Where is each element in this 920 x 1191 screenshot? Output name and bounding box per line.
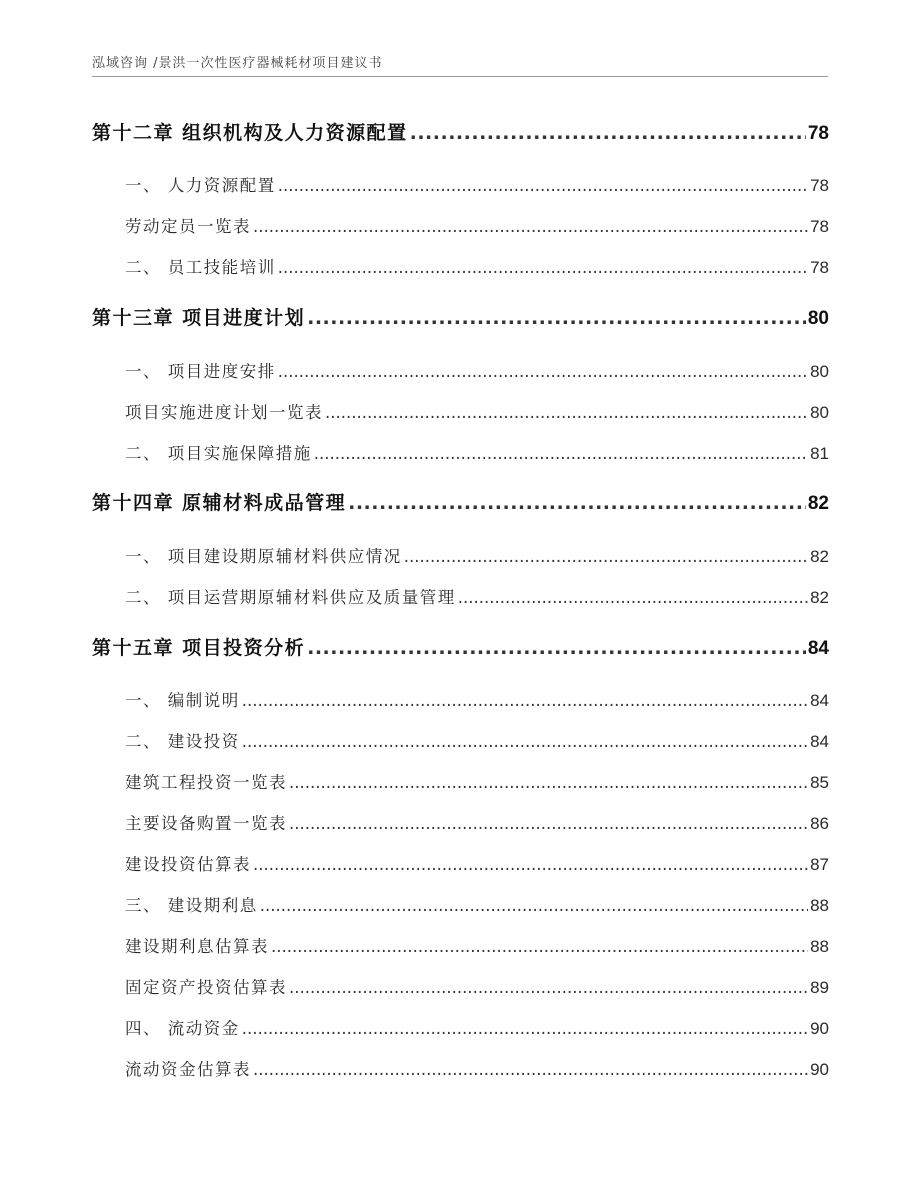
- toc-section[interactable]: [92, 1015, 829, 1039]
- toc-entry-title: 一、 编制说明: [125, 691, 240, 710]
- toc-entry-title: 项目实施进度计划一览表: [125, 403, 323, 422]
- toc-section[interactable]: [92, 172, 829, 196]
- toc-entry-title: 劳动定员一览表: [125, 217, 251, 236]
- toc-entry-title: 一、 人力资源配置: [125, 176, 276, 195]
- dot-leader: [260, 896, 808, 915]
- dot-leader: [307, 307, 806, 329]
- toc-entry-page: 90: [810, 1060, 829, 1079]
- toc-entry-title: 主要设备购置一览表: [125, 814, 287, 833]
- toc-section[interactable]: [92, 687, 829, 711]
- dot-leader: [314, 444, 808, 463]
- toc-entry-title: 建设期利息估算表: [125, 937, 269, 956]
- toc-entry-title: 二、 项目实施保障措施: [125, 444, 312, 463]
- toc-entry-title: 一、 项目进度安排: [125, 362, 276, 381]
- toc-entry-page: 80: [807, 308, 829, 329]
- toc-table-entry[interactable]: [92, 851, 829, 875]
- dot-leader: [253, 855, 808, 874]
- toc-entry-page: 78: [810, 217, 829, 236]
- toc-section[interactable]: [92, 892, 829, 916]
- dot-leader: [348, 492, 806, 514]
- toc-section[interactable]: [92, 543, 829, 567]
- running-header: 泓域咨询 /景洪一次性医疗器械耗材项目建议书: [92, 56, 383, 71]
- dot-leader: [278, 258, 808, 277]
- toc-entry-page: 78: [807, 123, 829, 144]
- toc-table-entry[interactable]: [92, 1056, 829, 1080]
- toc-table-entry[interactable]: [92, 213, 829, 237]
- dot-leader: [253, 1060, 808, 1079]
- toc-entry-page: 80: [810, 362, 829, 381]
- dot-leader: [242, 1019, 808, 1038]
- toc-section[interactable]: [92, 254, 829, 278]
- toc-entry-page: 80: [810, 403, 829, 422]
- dot-leader: [242, 732, 808, 751]
- toc-entry-page: 84: [810, 691, 829, 710]
- toc-entry-page: 81: [810, 444, 829, 463]
- dot-leader: [289, 773, 808, 792]
- toc-table-entry[interactable]: [92, 810, 829, 834]
- toc-entry-title: 四、 流动资金: [125, 1019, 240, 1038]
- toc-chapter-12[interactable]: [92, 118, 829, 145]
- toc-chapter-13[interactable]: [92, 303, 829, 330]
- toc-entry-page: 88: [810, 937, 829, 956]
- toc-entry-page: 82: [810, 588, 829, 607]
- toc-section[interactable]: [92, 358, 829, 382]
- header-divider: [92, 76, 828, 77]
- toc-entry-page: 84: [810, 732, 829, 751]
- toc-section[interactable]: [92, 728, 829, 752]
- toc-entry-page: 90: [810, 1019, 829, 1038]
- toc-entry-title: 建设投资估算表: [125, 855, 251, 874]
- toc-chapter-15[interactable]: [92, 633, 829, 660]
- toc-entry-title: 一、 项目建设期原辅材料供应情况: [125, 547, 402, 566]
- toc-entry-title: 流动资金估算表: [125, 1060, 251, 1079]
- toc-entry-title: 二、 项目运营期原辅材料供应及质量管理: [125, 588, 456, 607]
- toc-table-entry[interactable]: [92, 974, 829, 998]
- toc-entry-page: 78: [810, 258, 829, 277]
- toc-section[interactable]: [92, 440, 829, 464]
- toc-entry-title: 二、 员工技能培训: [125, 258, 276, 277]
- dot-leader: [289, 978, 808, 997]
- toc-entry-title: 第十二章 组织机构及人力资源配置: [92, 122, 408, 144]
- toc-entry-page: 88: [810, 896, 829, 915]
- toc-table-entry[interactable]: [92, 933, 829, 957]
- toc-entry-title: 第十四章 原辅材料成品管理: [92, 492, 347, 514]
- toc-entry-title: 第十五章 项目投资分析: [92, 637, 306, 659]
- toc-entry-title: 第十三章 项目进度计划: [92, 307, 306, 329]
- dot-leader: [278, 362, 808, 381]
- toc-table-entry[interactable]: [92, 769, 829, 793]
- dot-leader: [458, 588, 808, 607]
- toc-entry-title: 三、 建设期利息: [125, 896, 258, 915]
- dot-leader: [289, 814, 808, 833]
- toc-chapter-14[interactable]: [92, 488, 829, 515]
- dot-leader: [271, 937, 808, 956]
- toc-entry-page: 86: [810, 814, 829, 833]
- dot-leader: [278, 176, 808, 195]
- dot-leader: [242, 691, 808, 710]
- toc-table-entry[interactable]: [92, 399, 829, 423]
- toc-section[interactable]: [92, 584, 829, 608]
- dot-leader: [404, 547, 808, 566]
- dot-leader: [307, 637, 806, 659]
- toc-entry-page: 82: [810, 547, 829, 566]
- toc-entry-page: 87: [810, 855, 829, 874]
- toc-entry-page: 84: [807, 638, 829, 659]
- toc-entry-title: 二、 建设投资: [125, 732, 240, 751]
- toc-entry-page: 78: [810, 176, 829, 195]
- dot-leader: [410, 122, 806, 144]
- dot-leader: [253, 217, 808, 236]
- toc-entry-page: 85: [810, 773, 829, 792]
- toc-entry-title: 建筑工程投资一览表: [125, 773, 287, 792]
- toc-entry-page: 89: [810, 978, 829, 997]
- toc-entry-title: 固定资产投资估算表: [125, 978, 287, 997]
- dot-leader: [325, 403, 808, 422]
- toc-entry-page: 82: [807, 493, 829, 514]
